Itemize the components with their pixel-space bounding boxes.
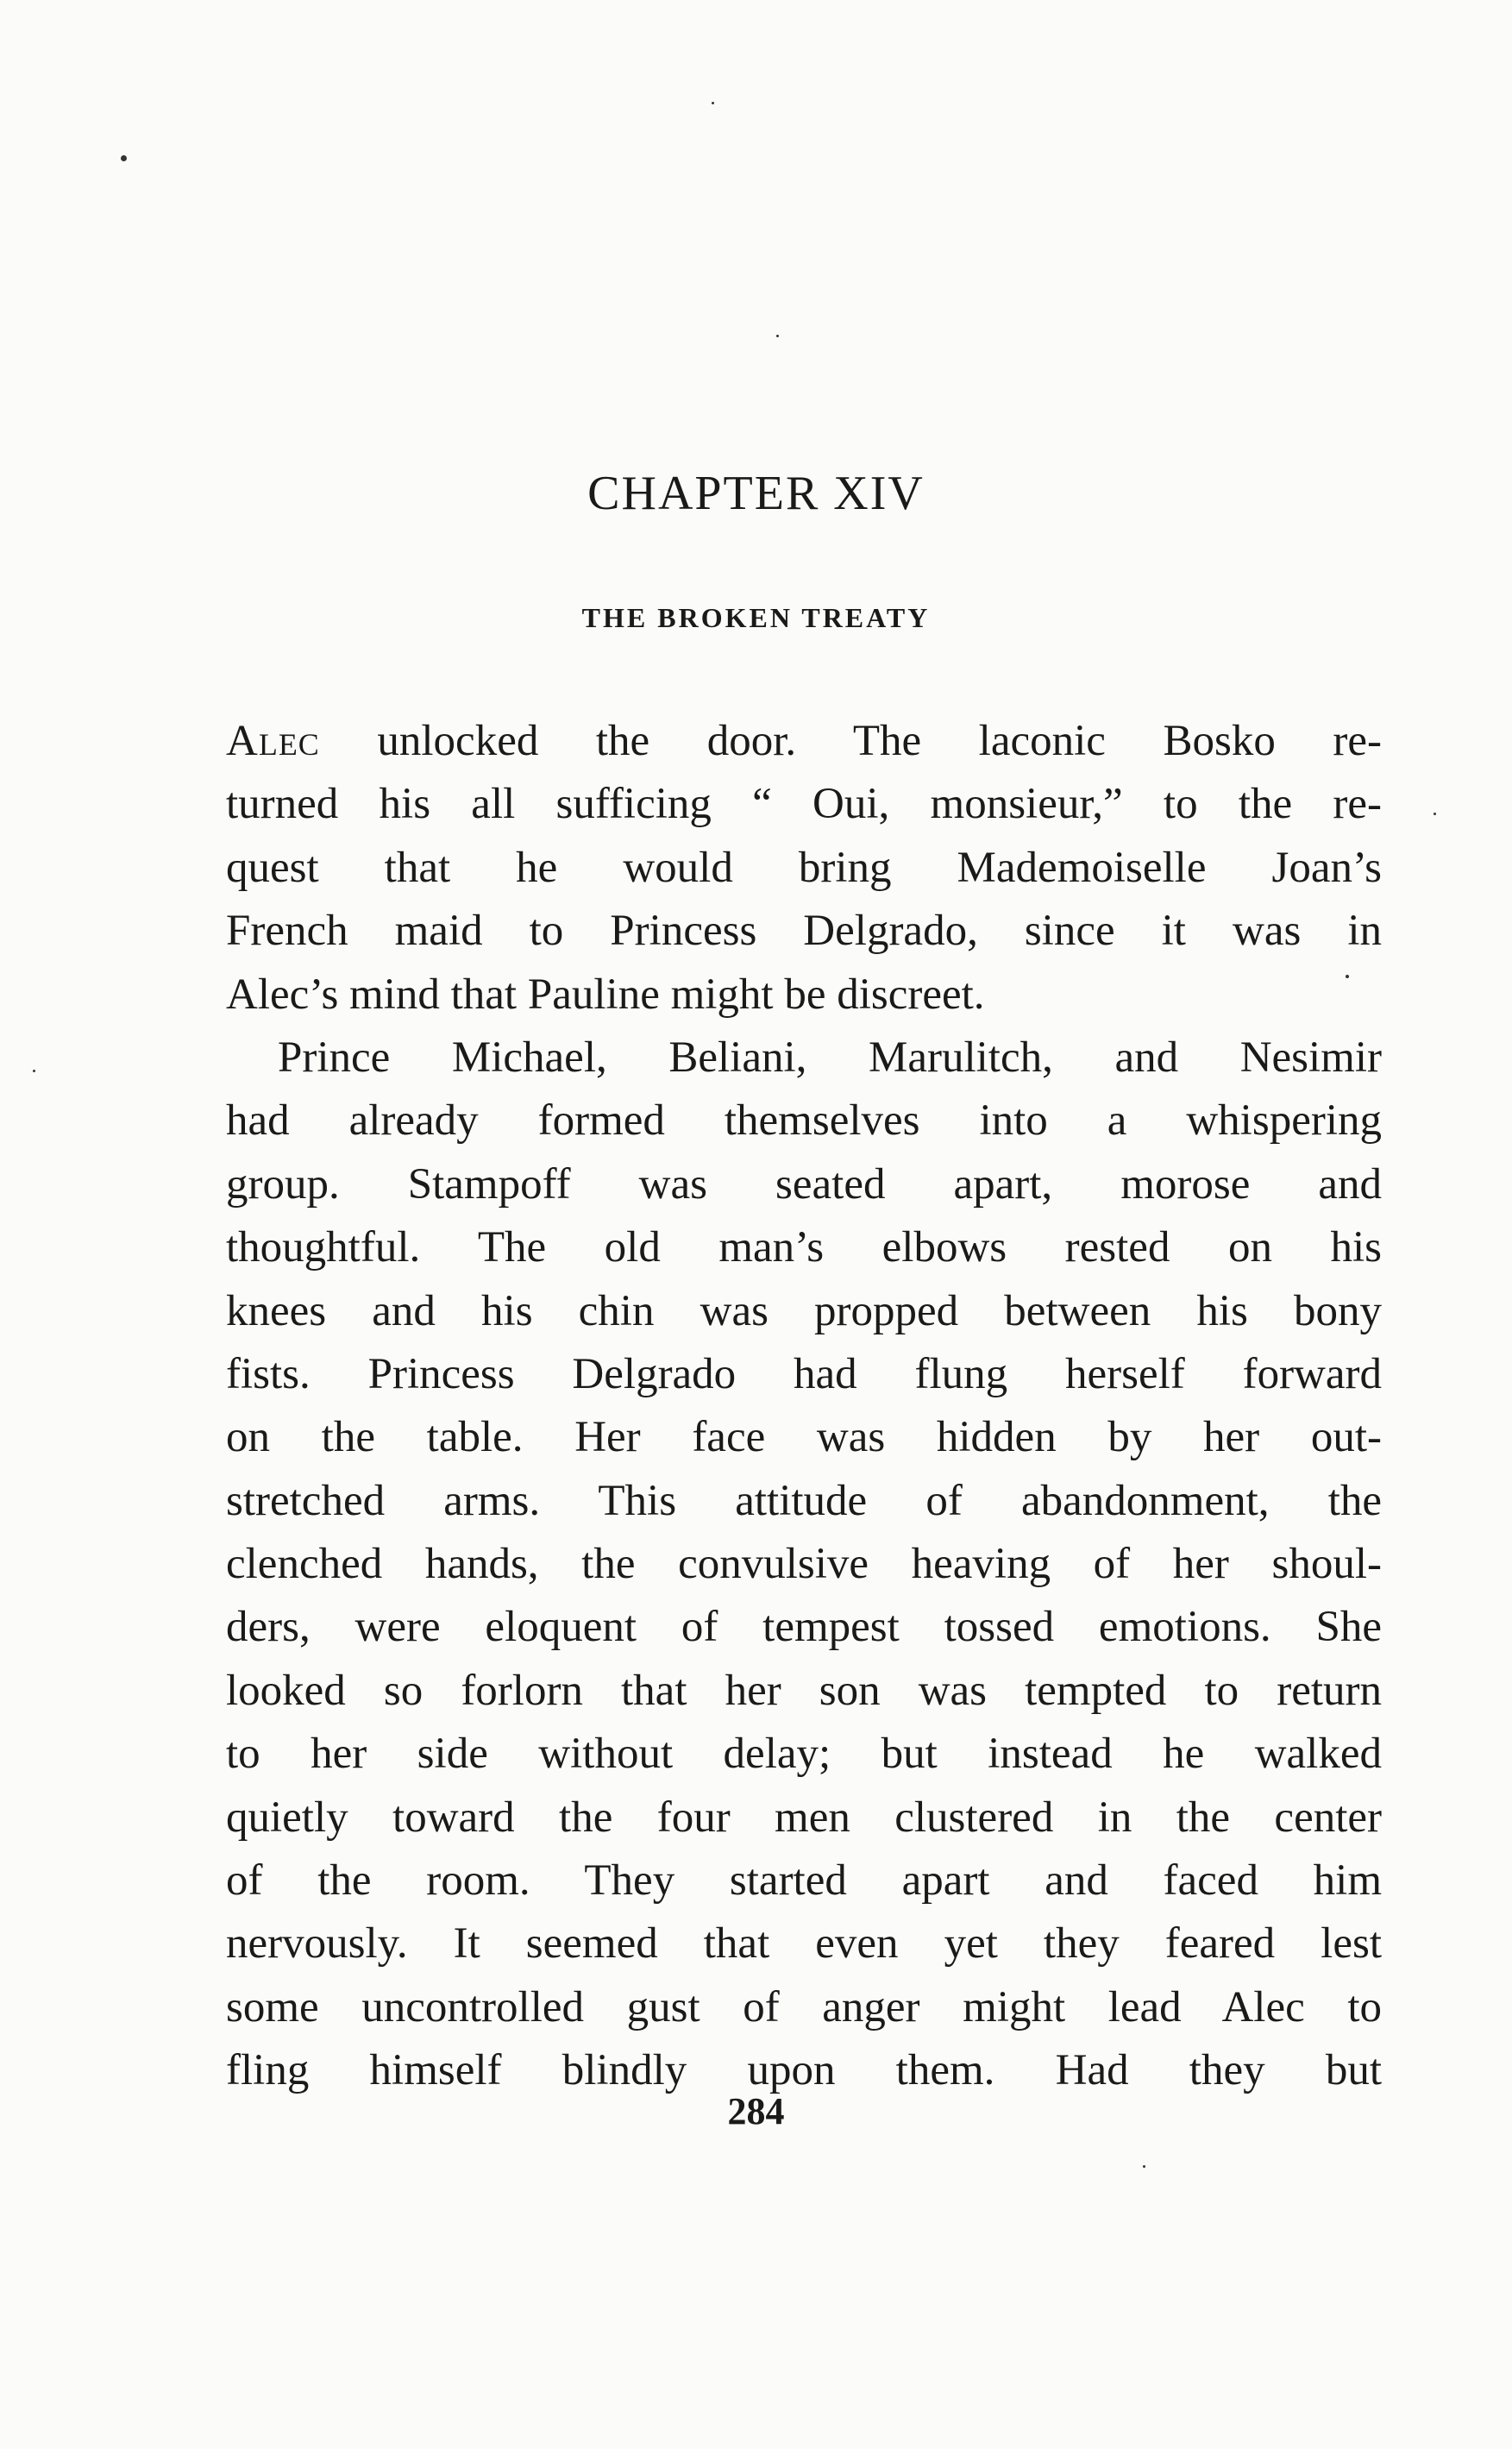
body-text: [226, 710, 1382, 2103]
scan-speck: [33, 1070, 35, 1072]
text-line: nervously. It seemed that even yet they feared lest: [226, 1919, 1382, 1969]
text-line: knees and his chin was propped between his bony: [226, 1286, 1382, 1335]
text-line: some uncontrolled gust of anger might lead Alec to: [226, 1982, 1382, 2031]
scan-speck: [776, 335, 779, 337]
scan-speck: [121, 155, 127, 161]
text-line: on the table. Her face was hidden by her out-: [226, 1413, 1382, 1462]
text-line: ders, were eloquent of tempest tossed emotions. She: [226, 1603, 1382, 1652]
text-line: Alec’s mind that Pauline might be discreet.: [226, 970, 985, 1019]
scan-speck: [1434, 813, 1436, 815]
text-line: turned his all sufficing “ Oui, monsieur,” to the re-: [226, 780, 1382, 829]
text-line: French maid to Princess Delgrado, since it was in: [226, 907, 1382, 956]
text-line: to her side without delay; but instead he walked: [226, 1730, 1382, 1779]
text-line: quietly toward the four men clustered in the center: [226, 1793, 1382, 1842]
text-line: clenched hands, the convulsive heaving of her shoul-: [226, 1540, 1382, 1589]
scan-speck: [712, 102, 714, 104]
text-line: fling himself blindly upon them. Had they but: [226, 2046, 1382, 2095]
text-line: group. Stampoff was seated apart, morose and: [226, 1159, 1382, 1209]
text-line: Prince Michael, Beliani, Marulitch, and Nesimir: [278, 1033, 1382, 1082]
text-line: stretched arms. This attitude of abandonment, the: [226, 1476, 1382, 1525]
text-line: fists. Princess Delgrado had flung herself forward: [226, 1349, 1382, 1398]
lead-word: Alec: [226, 717, 320, 765]
text-line: had already formed themselves into a whispering: [226, 1096, 1382, 1146]
scan-speck: [1143, 2165, 1145, 2168]
text-line: thoughtful. The old man’s elbows rested on his: [226, 1223, 1382, 1272]
chapter-title: CHAPTER XIV: [587, 467, 925, 520]
text-line: of the room. They started apart and faced him: [226, 1856, 1382, 1906]
text-line: quest that he would bring Mademoiselle Joan’s: [226, 843, 1382, 892]
text-line: looked so forlorn that her son was tempted to return: [226, 1666, 1382, 1715]
chapter-subtitle: THE BROKEN TREATY: [581, 602, 931, 633]
text-line: Alec unlocked the door. The laconic Bosko re-: [226, 717, 1382, 765]
page-number: 284: [727, 2090, 785, 2132]
